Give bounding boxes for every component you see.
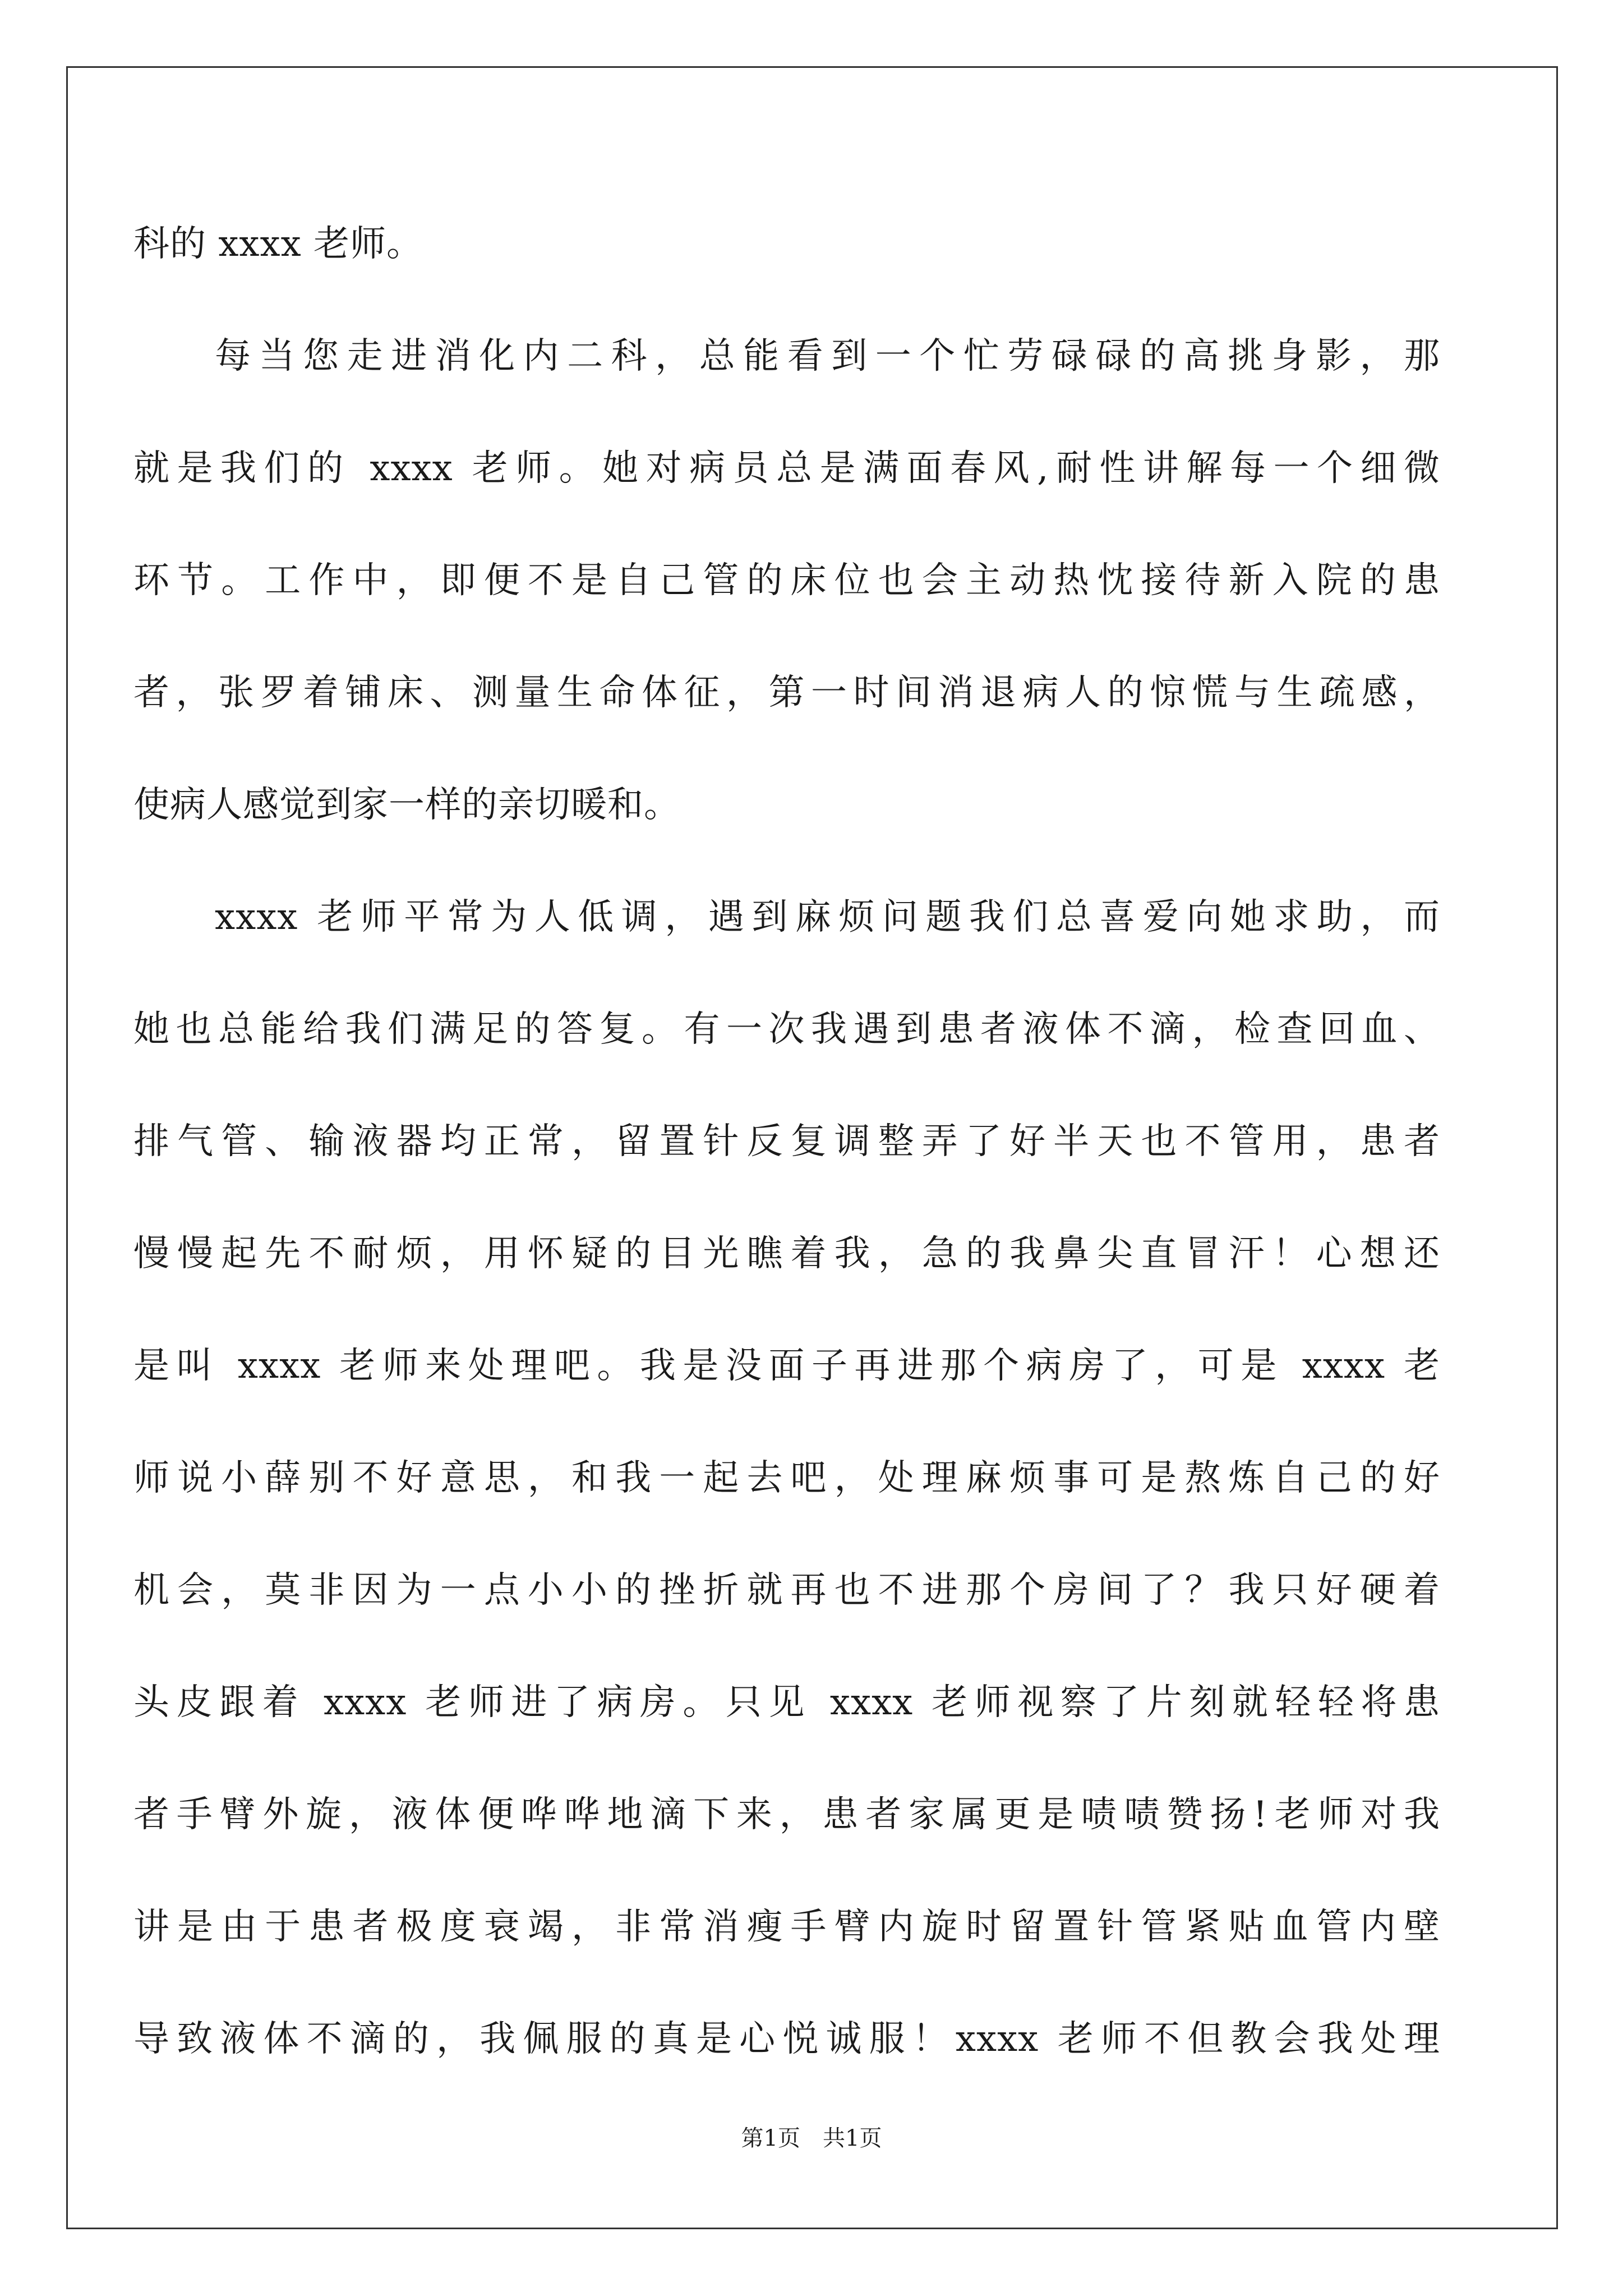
text-line: 是叫 xxxx 老师来处理吧。我是没面子再进那个病房了，可是 xxxx 老 [133, 1345, 1440, 1387]
text-line: 环节。工作中，即便不是自己管的床位也会主动热忱接待新入院的患 [133, 560, 1440, 601]
text-line: 导致液体不滴的，我佩服的真是心悦诚服！xxxx 老师不但教会我处理 [133, 2018, 1440, 2060]
text-line: 使病人感觉到家一样的亲切暖和。 [133, 784, 680, 826]
text-line: 科的 xxxx 老师。 [133, 223, 423, 265]
text-line: 排气管、输液器均正常，留置针反复调整弄了好半天也不管用，患者 [133, 1121, 1440, 1162]
page-total: 共1页 [823, 2125, 882, 2151]
text-line: 者，张罗着铺床、测量生命体征，第一时间消退病人的惊慌与生疏感， [133, 672, 1440, 714]
text-line: 讲是由于患者极度衰竭，非常消瘦手臂内旋时留置针管紧贴血管内壁 [133, 1906, 1440, 1948]
page-footer [0, 2122, 1623, 2155]
paragraph-first-line: 每当您走进消化内二科，总能看到一个忙劳碌碌的高挑身影，那 [215, 335, 1440, 377]
text-line: 慢慢起先不耐烦，用怀疑的目光瞧着我，急的我鼻尖直冒汗！心想还 [133, 1233, 1440, 1274]
text-line: 师说小薛别不好意思，和我一起去吧，处理麻烦事可是熬炼自己的好 [133, 1457, 1440, 1499]
text-line: 机会，莫非因为一点小小的挫折就再也不进那个房间了？我只好硬着 [133, 1570, 1440, 1611]
page-number: 第1页 [741, 2125, 800, 2151]
text-line: 头皮跟着 xxxx 老师进了病房。只见 xxxx 老师视察了片刻就轻轻将患 [133, 1682, 1440, 1723]
paragraph-first-line: xxxx 老师平常为人低调，遇到麻烦问题我们总喜爱向她求助，而 [215, 896, 1440, 938]
text-line: 者手臂外旋，液体便哗哗地滴下来，患者家属更是啧啧赞扬!老师对我 [133, 1794, 1440, 1835]
text-line: 她也总能给我们满足的答复。有一次我遇到患者液体不滴，检查回血、 [133, 1009, 1440, 1050]
text-line: 就是我们的 xxxx 老师。她对病员总是满面春风,耐性讲解每一个细微 [133, 448, 1440, 489]
